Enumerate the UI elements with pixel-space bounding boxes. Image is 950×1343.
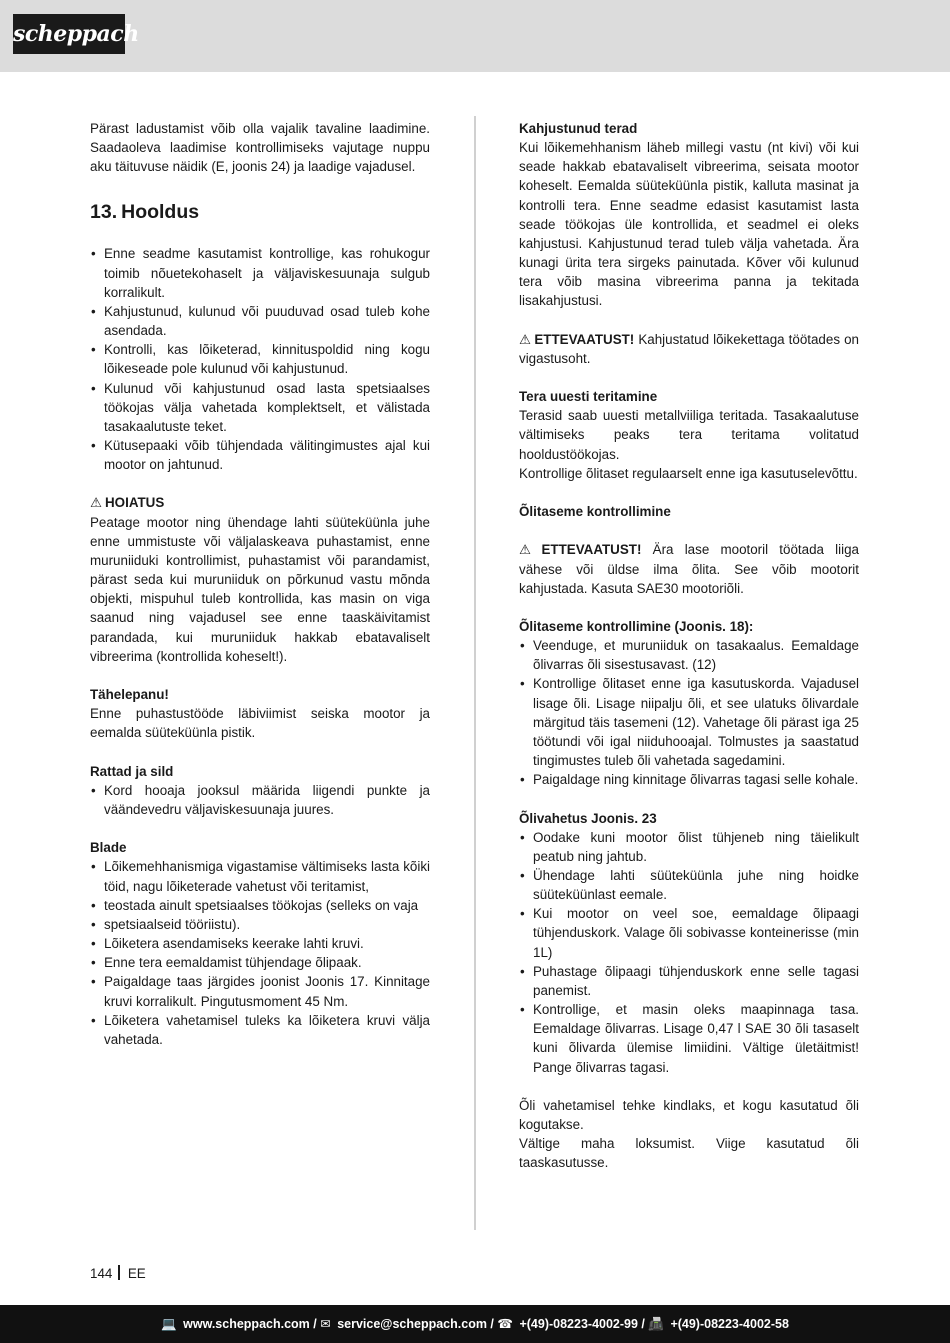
oil-check-list: [519, 636, 859, 789]
list-item: • Enne tera eemaldamist tühjendage õlipaak.: [90, 953, 430, 972]
list-item: • Kontrollige, et masin oleks maapinnaga tasa. Eemaldage õlivarras. Lisage 0,47 l SAE 30 õli tasaselt kuni õlivarda ülemise limiidini. Vältige ületäitmist! Pange õlivarras tagasi.: [519, 1000, 859, 1077]
oil-check-title: Õlitaseme kontrollimine: [519, 504, 671, 520]
damaged-blades-text: Kui lõikemehhanism läheb millegi vastu (nt kivi) või kui seade hakkab ebatavaliselt vibreerima, seisata mootor koheselt. Eemalda süüteküünla pistik, kalluta masinat ja kontrolli tera. Enne seadme edasist kasutamist lasta seade töökojas üle kontrollida, et seadmel ei oleks kahjustusi. Kahjustunud terad tuleb välja vahetada. Ära kunagi ürita tera sirgeks painutada. Kõver või kulunud tera võib masina vibreerima panna ja tekitada lisakahjustusi.: [519, 140, 859, 309]
list-item: • Lõikemehhanismiga vigastamise vältimiseks lasta kõiki töid, nagu lõiketerade vahetust või teritamist,: [90, 857, 430, 895]
list-item: • Kui mootor on veel soe, eemaldage õlipaagi tühjenduskork. Valage õli sobivasse konteinerisse (min 1L): [519, 904, 859, 961]
warning-title: HOIATUS: [105, 495, 165, 511]
list-item: • spetsiaalseid tööriistu).: [90, 915, 430, 934]
page-number-block: [90, 1264, 146, 1283]
blade-list: [90, 857, 430, 1049]
list-item: • Kord hooaja jooksul määrida liigendi punkte ja väändevedru väljaviskesuunaja juures.: [90, 781, 430, 819]
page-header: [0, 0, 950, 72]
list-item: • Ühendage lahti süüteküünla juhe ning hoidke süüteküünlast eemale.: [519, 866, 859, 904]
wheels-list: [90, 781, 430, 819]
closing-text-2: Vältige maha loksumist. Viige kasutatud õli taaskasutusse.: [519, 1136, 859, 1171]
page-footer: [0, 1305, 950, 1343]
scheppach-logo: scheppach: [13, 14, 125, 54]
fax-icon: 📠: [648, 1317, 664, 1331]
list-item: • teostada ainult spetsiaalses töökojas (selleks on vaja: [90, 896, 430, 915]
list-item: • Kütusepaaki võib tühjendada välitingimustes ajal kui mootor on jahtunud.: [90, 436, 430, 474]
warning-text: Peatage mootor ning ühendage lahti süüteküünla juhe enne ummistuste või väljalaskeava puhastamist, enne muruniiduki kontrollimist, puhastamist või parandamist, pärast seda kui muruniiduk on põrkunud vastu mõnda objekti, mispuhul tuleb kontrollida, kas masin on viga saanud ning vajadusel see enne taaskäivitamist parandada, kui muruniiduk hakkab ebatavaliselt vibreerima (kontrollida koheselt!).: [90, 514, 430, 664]
page-number-separator: [118, 1265, 120, 1280]
right-column: [519, 119, 859, 1172]
attention-text: Enne puhastustööde läbiviimist seiska mootor ja eemalda süüteküünla pistik.: [90, 706, 430, 741]
caution-text: Ära lase mootoril töötada liiga vähese või üldse ilma õlita. See võib mootorit kahjustada. Kasuta SAE30 mootoriõli.: [519, 542, 859, 596]
damaged-blades-title: Kahjustunud terad: [519, 121, 638, 136]
caution-label: ETTEVAATUST!: [541, 542, 642, 558]
list-item: • Lõiketera asendamiseks keerake lahti kruvi.: [90, 934, 430, 953]
warning-triangle-icon: ⚠: [519, 542, 539, 558]
intro-paragraph: Pärast ladustamist võib olla vajalik tavaline laadimine. Saadaoleva laadimise kontrollimiseks vajutage nuppu aku täituvuse näidik (E, joonis 24) ja laadige vajadusel.: [90, 121, 430, 175]
list-item: • Kontrolli, kas lõiketerad, kinnituspoldid ning kogu lõikeseade pole kulunud või kahjustunud.: [90, 340, 430, 378]
page-number: 144: [90, 1266, 113, 1281]
warning-triangle-icon: ⚠: [90, 495, 103, 511]
list-item: • Paigaldage ning kinnitage õlivarras tagasi selle kohale.: [519, 770, 859, 789]
language-code: EE: [127, 1266, 146, 1281]
phone-icon: ☎: [497, 1317, 513, 1331]
list-item: • Kontrollige õlitaset enne iga kasutuskorda. Vajadusel lisage õli. Lisage niipalju õli, et see ulatuks õlivardale märgitud täis tasemeni (12). Vahetage õli pärast iga 25 töötundi või igal niiduhooajal. Tolmustes ja saastatud tingimustes tuleb õli vahetada sagedamini.: [519, 674, 859, 770]
list-item: • Paigaldage taas järgides joonist Joonis 17. Kinnitage kruvi korralikult. Pingutusmoment 45 Nm.: [90, 972, 430, 1010]
computer-icon: 💻: [161, 1317, 177, 1331]
closing-text-1: Õli vahetamisel tehke kindlaks, et kogu kasutatud õli kogutakse.: [519, 1097, 859, 1133]
section-number: 13.: [90, 201, 118, 224]
sharpen-text: Terasid saab uuesti metallviiliga teritada. Tasakaalutuse vältimiseks peaks tera teritama volitatud hooldustöökojas.: [519, 408, 859, 462]
blade-title: Blade: [90, 840, 127, 856]
email-link[interactable]: service@scheppach.com /: [337, 1317, 494, 1331]
list-item: • Enne seadme kasutamist kontrollige, kas rohukogur toimib nõuetekohaselt ja väljaviskesuunaja sulgub korralikult.: [90, 244, 430, 301]
website-link[interactable]: www.scheppach.com /: [183, 1317, 317, 1331]
caution-label: ETTEVAATUST!: [534, 331, 635, 347]
caution-note-2: [519, 540, 859, 597]
sharpen-text-oil: Kontrollige õlitaset regulaarselt enne iga kasutuselevõttu.: [519, 465, 858, 481]
list-item: • Kahjustunud, kulunud või puuduvad osad tuleb kohe asendada.: [90, 302, 430, 340]
sharpen-title: Tera uuesti teritamine: [519, 389, 658, 405]
wheels-title: Rattad ja sild: [90, 763, 174, 779]
oil-change-title: Õlivahetus Joonis. 23: [519, 810, 657, 826]
phone-number: +(49)-08223-4002-99 /: [519, 1317, 645, 1331]
caution-note-1: [519, 330, 859, 368]
column-divider: [474, 116, 476, 1230]
section-title: Hooldus: [121, 201, 200, 224]
oil-check-figure-title: Õlitaseme kontrollimine (Joonis. 18):: [519, 618, 754, 634]
list-item: • Oodake kuni mootor õlist tühjeneb ning täielikult peatub ning jahtub.: [519, 828, 859, 866]
left-column: [90, 119, 430, 1049]
attention-title: Tähelepanu!: [90, 687, 169, 703]
oil-change-list: [519, 828, 859, 1077]
caution-text: Kahjustatud lõikekettaga töötades on vigastusoht.: [519, 331, 859, 366]
list-item: • Puhastage õlipaagi tühjenduskork enne selle tagasi panemist.: [519, 962, 859, 1000]
list-item: • Kulunud või kahjustunud osad lasta spetsiaalses töökojas välja vahetada komplektselt, et välistada tasakaalutuste teket.: [90, 379, 430, 436]
warning-heading: [90, 493, 430, 512]
maintenance-list: [90, 244, 430, 474]
section-heading: [90, 201, 430, 223]
warning-triangle-icon: ⚠: [519, 331, 532, 347]
list-item: • Veenduge, et muruniiduk on tasakaalus. Eemaldage õlivarras õli sisestusavast. (12): [519, 636, 859, 674]
fax-number: +(49)-08223-4002-58: [670, 1317, 789, 1331]
list-item: • Lõiketera vahetamisel tuleks ka lõiketera kruvi välja vahetada.: [90, 1011, 430, 1049]
mail-icon: ✉: [320, 1317, 331, 1331]
